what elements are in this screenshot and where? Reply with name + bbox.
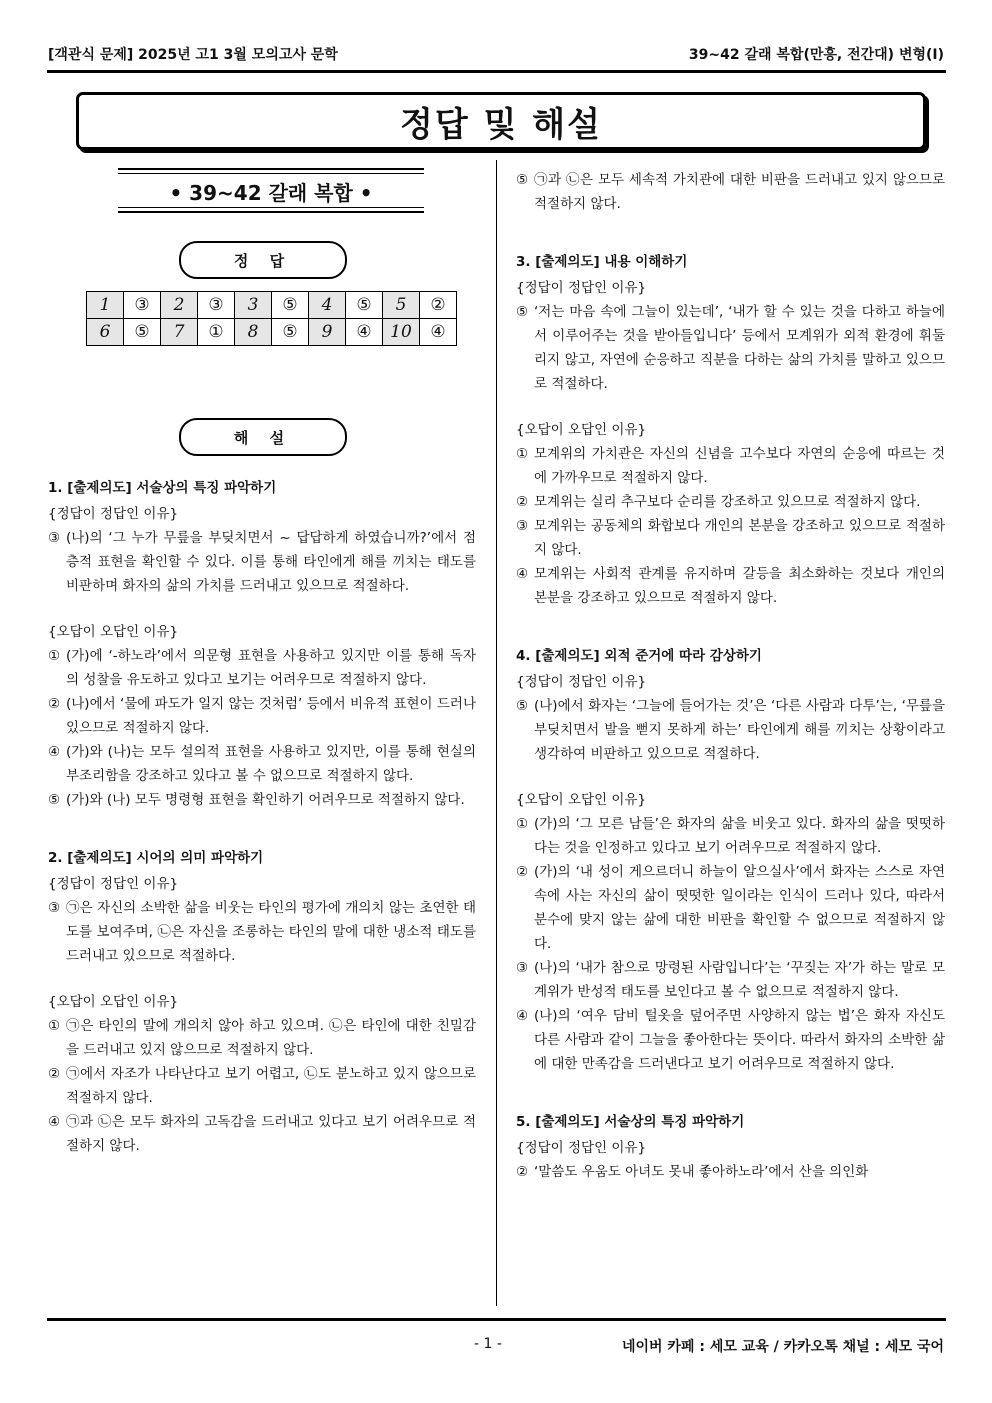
question-title: 3. [출제의도] 내용 이해하기 — [516, 254, 688, 270]
answer-label: 정 답 — [179, 241, 347, 279]
table-row — [87, 319, 457, 346]
answer-table — [86, 291, 457, 346]
page-number: - 1 - — [474, 1336, 502, 1352]
answer-value: ⑤ — [272, 319, 309, 346]
list-item: ⑤ ㉠과 ㉡은 모두 세속적 가치관에 대한 비판을 드러내고 있지 않으므로 적절하지 않다. — [516, 172, 945, 212]
question-number: 1 — [87, 292, 124, 319]
question-title: 2. [출제의도] 시어의 의미 파악하기 — [48, 850, 264, 866]
list-item: ④ 모계위는 사회적 관계를 유지하며 갈등을 최소화하는 것보다 개인의 본분을 강조하고 있으므로 적절하지 않다. — [516, 566, 945, 606]
column-divider — [496, 160, 497, 1306]
question-number: 10 — [383, 319, 420, 346]
explain-label: 해 설 — [179, 418, 347, 456]
question-number: 4 — [309, 292, 346, 319]
answer-value: ② — [420, 292, 457, 319]
answer-value: ④ — [420, 319, 457, 346]
list-item: ④ ㉠과 ㉡은 모두 화자의 고독감을 드러내고 있다고 보기 어려우므로 적절하지 않다. — [48, 1114, 476, 1154]
question-number: 9 — [309, 319, 346, 346]
answer-value: ③ — [124, 292, 161, 319]
answer-value: ④ — [346, 319, 383, 346]
page-header — [48, 44, 944, 66]
table-row — [87, 292, 457, 319]
list-item: ⑤ (나)에서 화자는 ‘그늘에 들어가는 것’은 ‘다른 사람과 다투’는, ‘무릎을 부딪치면서 발을 뻗지 못하게 하는’ 타인에게 해를 끼치는 상황이라고 생각하여 비판하고 있으므로 적절하다. — [516, 698, 945, 762]
list-item: ① (가)에 ‘-하노라’에서 의문형 표현을 사용하고 있지만 이를 통해 독자의 성찰을 유도하고 있다고 보기는 어려우므로 적절하지 않다. — [48, 648, 476, 688]
question-title: 5. [출제의도] 서술상의 특징 파악하기 — [516, 1114, 745, 1130]
question-title: 1. [출제의도] 서술상의 특징 파악하기 — [48, 480, 277, 496]
answer-value: ⑤ — [346, 292, 383, 319]
list-item: ① 모계위의 가치관은 자신의 신념을 고수보다 자연의 순응에 따르는 것에 가까우므로 적절하지 않다. — [516, 446, 945, 486]
answer-value: ③ — [198, 292, 235, 319]
list-item: ② 모계위는 실리 추구보다 순리를 강조하고 있으므로 적절하지 않다. — [516, 494, 921, 510]
list-item: ③ (나)의 ‘그 누가 무릎을 부딪치면서 ~ 답답하게 하였습니까?’에서 점층적 표현을 확인할 수 있다. 이를 통해 타인에게 해를 끼치는 태도를 비판하며 화자의 삶의 가치를 드러내고 있으므로 적절하다. — [48, 530, 476, 594]
page-title: 정답 및 해설 — [76, 92, 926, 150]
section-title: • 39~42 갈래 복합 • — [118, 168, 424, 213]
question-number: 3 — [235, 292, 272, 319]
wrong-reason-label: {오답이 오답인 이유} — [516, 422, 647, 438]
list-item: ② (나)에서 ‘물에 파도가 일지 않는 것처럼’ 등에서 비유적 표현이 드러나 있으므로 적절하지 않다. — [48, 696, 476, 736]
list-item: ③ 모계위는 공동체의 화합보다 개인의 본분을 강조하고 있으므로 적절하지 않다. — [516, 518, 945, 558]
wrong-reason-label: {오답이 오답인 이유} — [48, 994, 179, 1010]
correct-reason-label: {정답이 정답인 이유} — [516, 1140, 647, 1156]
question-number: 8 — [235, 319, 272, 346]
list-item: ④ (나)의 ‘여우 담비 털옷을 덮어주면 사양하지 않는 법’은 화자 자신도 다른 사람과 같이 그늘을 좋아한다는 뜻이다. 따라서 화자의 소박한 삶에 대한 만족감을 드러낸다고 보기 어려우므로 적절하지 않다. — [516, 1008, 945, 1072]
footer-text: 네이버 카페 : 세모 교육 / 카카오톡 채널 : 세모 국어 — [621, 1339, 944, 1355]
correct-reason-label: {정답이 정답인 이유} — [516, 674, 647, 690]
question-number: 6 — [87, 319, 124, 346]
correct-reason-label: {정답이 정답인 이유} — [48, 506, 179, 522]
list-item: ① (가)의 ‘그 모른 남들’은 화자의 삶을 비웃고 있다. 화자의 삶을 떳떳하다는 것을 인정하고 있다고 보기 어려우므로 적절하지 않다. — [516, 816, 945, 856]
list-item: ③ ㉠은 자신의 소박한 삶을 비웃는 타인의 평가에 개의치 않는 초연한 태도를 보여주며, ㉡은 자신을 조롱하는 타인의 말에 대한 냉소적 태도를 드러내고 있으므로 적절하다. — [48, 900, 476, 964]
right-column — [516, 168, 945, 1184]
list-item: ② (가)의 ‘내 성이 게으르더니 하늘이 알으실사’에서 화자는 스스로 자연 속에 사는 자신의 삶이 떳떳한 일이라는 인식이 드러나 있다, 따라서 분수에 맞지 않는 삶에 대한 비판을 확인할 수 없으므로 적절하지 않다. — [516, 864, 945, 952]
answer-value: ⑤ — [272, 292, 309, 319]
question-number: 5 — [383, 292, 420, 319]
header-right: 39~42 갈래 복합(만흥, 전간대) 변형(I) — [688, 47, 944, 63]
header-left: [객관식 문제] 2025년 고1 3월 모의고사 문학 — [48, 47, 338, 63]
correct-reason-label: {정답이 정답인 이유} — [516, 280, 647, 296]
question-number: 7 — [161, 319, 198, 346]
answer-value: ① — [198, 319, 235, 346]
wrong-reason-label: {오답이 오답인 이유} — [48, 624, 179, 640]
list-item: ② ㉠에서 자조가 나타난다고 보기 어렵고, ㉡도 분노하고 있지 않으므로 적절하지 않다. — [48, 1066, 476, 1106]
list-item: ③ (나)의 ‘내가 참으로 망령된 사람입니다’는 ‘꾸짖는 자’가 하는 말로 모계위가 반성적 태도를 보인다고 볼 수 없으므로 적절하지 않다. — [516, 960, 945, 1000]
list-item: ② ‘말씀도 우움도 아녀도 못내 좋아하노라’에서 산을 의인화 — [516, 1164, 869, 1180]
list-item: ⑤ ‘저는 마음 속에 그늘이 있는데’, ‘내가 할 수 있는 것을 다하고 하늘에서 이루어주는 것을 받아들입니다’ 등에서 모계위가 외적 환경에 휘둘리지 않고, 자연에 순응하고 직분을 다하는 삶의 가치를 말하고 있으므로 적절하다. — [516, 304, 945, 392]
footer-rule — [47, 1318, 946, 1321]
wrong-reason-label: {오답이 오답인 이유} — [516, 792, 647, 808]
answer-value: ⑤ — [124, 319, 161, 346]
list-item: ⑤ (가)와 (나) 모두 명령형 표현을 확인하기 어려우므로 적절하지 않다. — [48, 792, 465, 808]
correct-reason-label: {정답이 정답인 이유} — [48, 876, 179, 892]
left-column — [48, 168, 476, 1158]
question-title: 4. [출제의도] 외적 준거에 따라 감상하기 — [516, 648, 762, 664]
list-item: ① ㉠은 타인의 말에 개의치 않아 하고 있으며. ㉡은 타인에 대한 친밀감을 드러내고 있지 않으므로 적절하지 않다. — [48, 1018, 476, 1058]
question-number: 2 — [161, 292, 198, 319]
header-rule — [47, 70, 946, 73]
list-item: ④ (가)와 (나)는 모두 설의적 표현을 사용하고 있지만, 이를 통해 현실의 부조리함을 강조하고 있다고 볼 수 없으므로 적절하지 않다. — [48, 744, 476, 784]
